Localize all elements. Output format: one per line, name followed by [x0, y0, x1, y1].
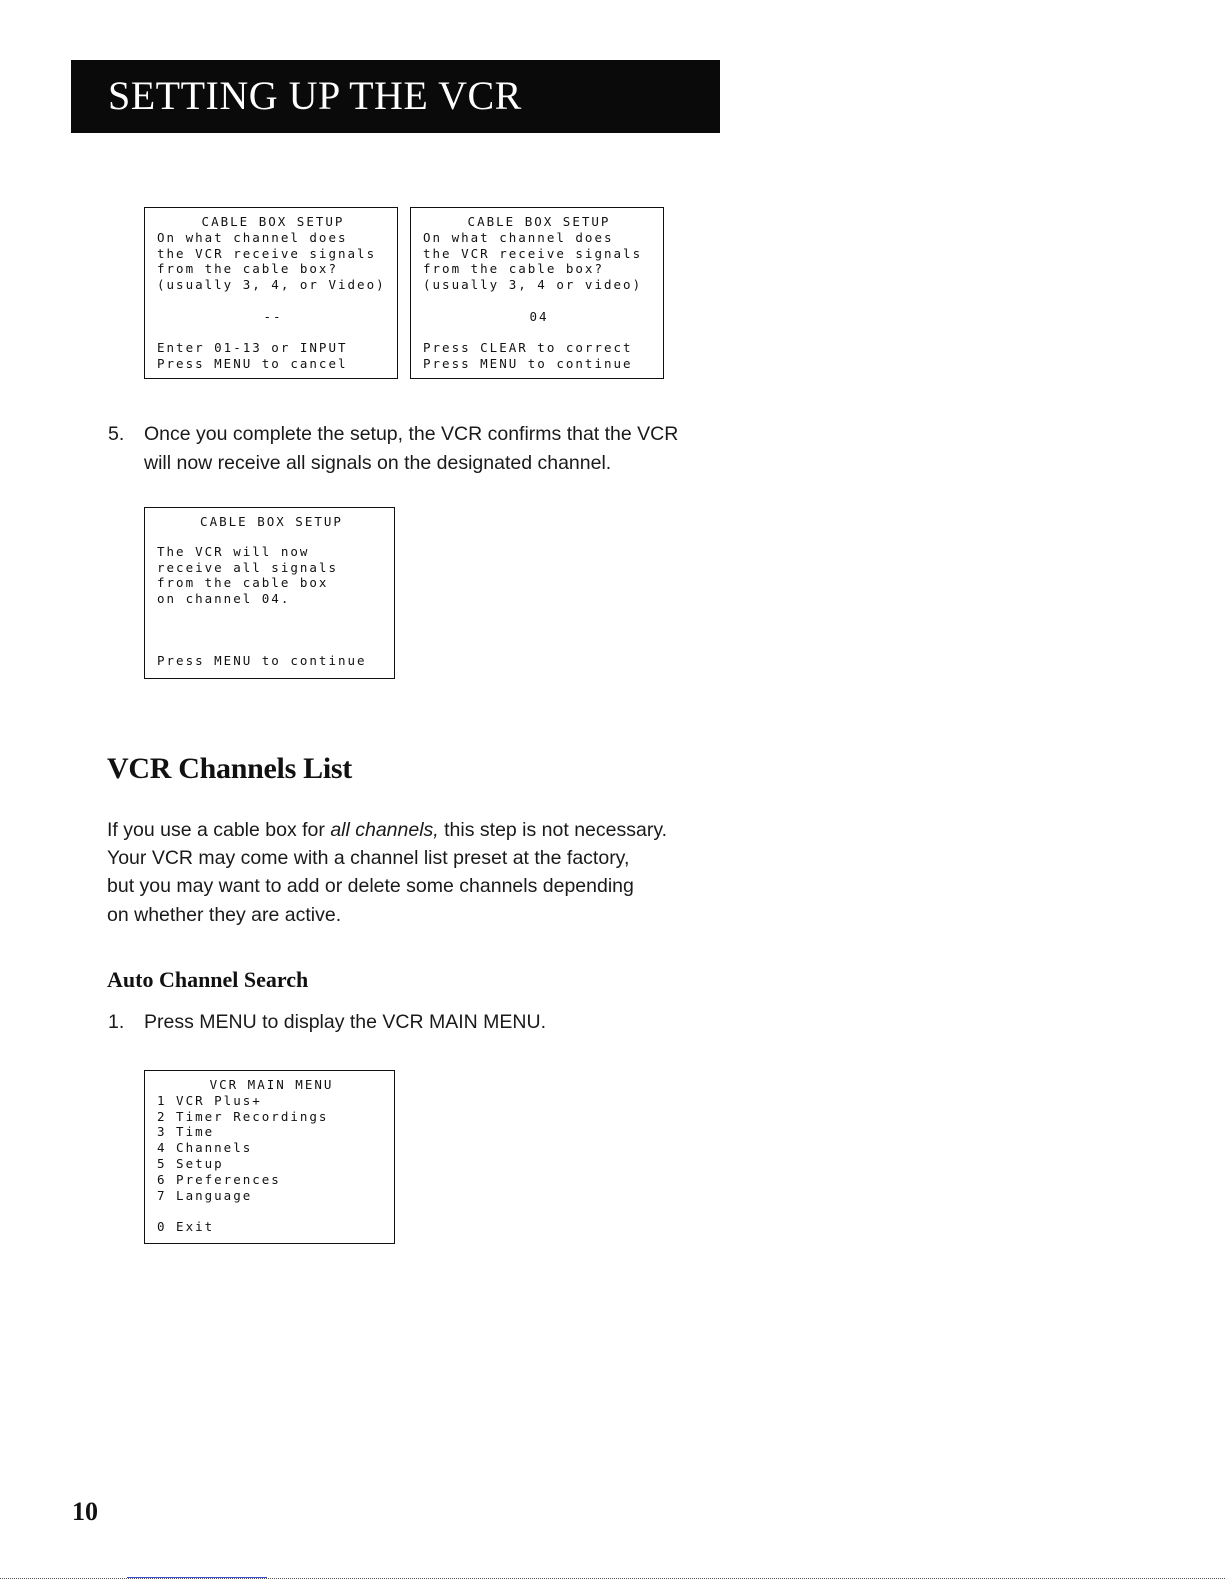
osd-cable-box-entered: [410, 207, 664, 379]
menu-item-exit: 0 Exit: [157, 1219, 215, 1235]
osd-footer-line: Press CLEAR to correct: [423, 340, 633, 356]
osd-line: from the cable box: [157, 575, 329, 591]
osd-line: On what channel does: [157, 229, 348, 245]
osd-cable-box-confirm: [144, 507, 395, 679]
bottom-link-underline: [127, 1577, 267, 1578]
osd-footer-line: Press MENU to continue: [423, 356, 633, 372]
step-text-line: Press MENU to display the VCR MAIN MENU.: [144, 1011, 547, 1033]
section-heading: VCR Channels List: [107, 752, 352, 785]
osd-line: the VCR receive signals: [157, 245, 377, 261]
header-bar: [71, 60, 720, 133]
step-number: 1.: [108, 1011, 125, 1033]
page-number: 10: [72, 1497, 98, 1526]
osd-title: CABLE BOX SETUP: [201, 214, 345, 229]
subsection-heading: Auto Channel Search: [107, 967, 309, 992]
menu-item: 1 VCR Plus+: [157, 1092, 262, 1108]
osd-footer-line: Press MENU to continue: [157, 652, 367, 668]
osd-title: CABLE BOX SETUP: [467, 214, 611, 229]
menu-item: 4 Channels: [157, 1140, 253, 1156]
menu-item: 3 Time: [157, 1124, 215, 1140]
osd-channel-value: --: [263, 308, 283, 324]
osd-line: The VCR will now: [157, 543, 310, 559]
step-number: 5.: [108, 423, 125, 445]
osd-cable-box-input: [144, 207, 398, 379]
osd-line: (usually 3, 4, or Video): [157, 277, 386, 293]
menu-item: 7 Language: [157, 1187, 253, 1203]
osd-title: CABLE BOX SETUP: [200, 514, 343, 529]
paragraph-line: on whether they are active.: [107, 903, 342, 926]
osd-line: on channel 04.: [157, 591, 291, 607]
paragraph-text: If you use a cable box for: [107, 819, 331, 841]
osd-line: from the cable box?: [423, 261, 604, 277]
page-title: SETTING UP THE VCR: [108, 73, 522, 118]
osd-channel-value: 04: [529, 308, 549, 324]
menu-item: 2 Timer Recordings: [157, 1108, 329, 1124]
osd-title: VCR MAIN MENU: [209, 1077, 334, 1092]
step-text-line: Once you complete the setup, the VCR confirms that the VCR: [144, 423, 679, 445]
osd-line: On what channel does: [423, 229, 614, 245]
osd-footer-line: Enter 01-13 or INPUT: [157, 340, 348, 356]
osd-line: receive all signals: [157, 559, 338, 575]
section-paragraph: [107, 816, 667, 929]
osd-line: (usually 3, 4 or video): [423, 277, 643, 293]
osd-main-menu: [144, 1070, 395, 1244]
menu-item: 6 Preferences: [157, 1171, 281, 1187]
menu-item: 5 Setup: [157, 1155, 224, 1171]
osd-line: from the cable box?: [157, 261, 338, 277]
step-text-line: will now receive all signals on the designated channel.: [144, 452, 612, 474]
osd-footer-line: Press MENU to cancel: [157, 356, 348, 372]
paragraph-line: Your VCR may come with a channel list preset at the factory,: [107, 847, 630, 870]
paragraph-line: but you may want to add or delete some channels depending: [107, 875, 634, 898]
bottom-divider: [0, 1578, 1225, 1579]
paragraph-line: [107, 816, 667, 844]
paragraph-emphasis: all channels,: [330, 819, 439, 841]
paragraph-text: this step is not necessary.: [438, 819, 668, 841]
osd-line: the VCR receive signals: [423, 245, 643, 261]
